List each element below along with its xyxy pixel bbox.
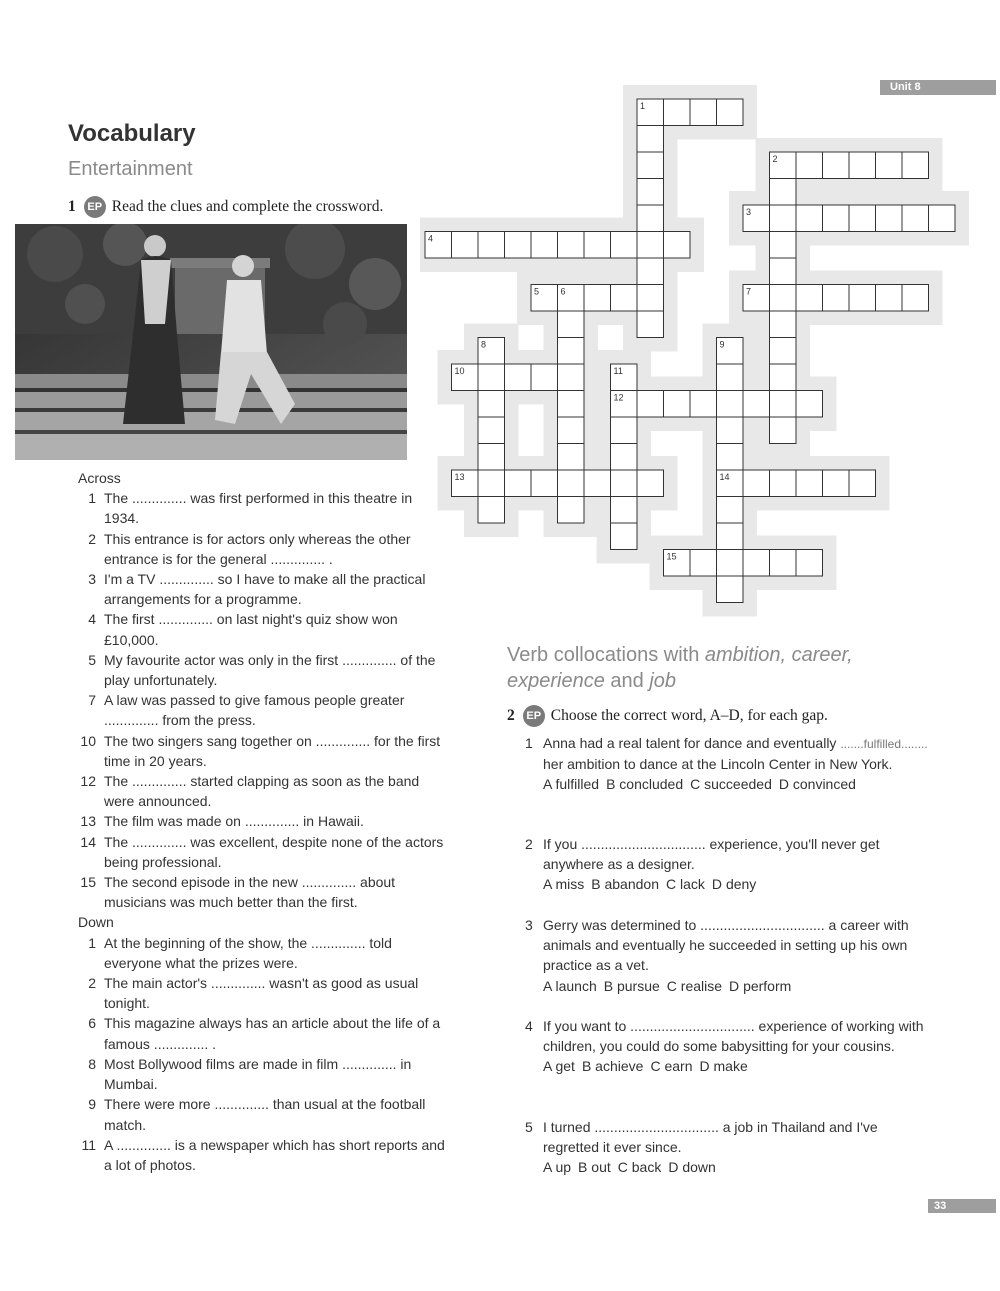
crossword-cell[interactable]	[902, 285, 929, 312]
crossword-cell[interactable]	[770, 417, 797, 444]
question-text: a career with animals and eventually he succeeded in setting up his own practice as a vet.	[543, 917, 909, 974]
clue-number: 9	[88, 1096, 96, 1113]
crossword-cell[interactable]	[611, 470, 638, 497]
option-letter: A	[543, 876, 552, 893]
crossword-cell[interactable]	[637, 205, 664, 232]
crossword-cell[interactable]	[743, 391, 770, 418]
option-word: deny	[725, 876, 757, 893]
crossword-cell[interactable]	[558, 497, 585, 524]
clue-text: My favourite actor was only in the first .............. of the play unfortunately.	[104, 651, 436, 689]
crossword-cell[interactable]	[558, 444, 585, 471]
clue-number: 13	[80, 813, 96, 830]
crossword-cell[interactable]	[902, 152, 929, 179]
crossword-cell[interactable]	[770, 338, 797, 365]
across-clue	[78, 569, 449, 609]
crossword-cell[interactable]	[770, 391, 797, 418]
crossword-cell-number: 15	[666, 551, 677, 562]
clue-text: There were more .............. than usual at the football match.	[104, 1096, 426, 1133]
crossword-cell[interactable]	[637, 126, 664, 153]
crossword-cell[interactable]	[478, 417, 505, 444]
clue-text: This magazine always has an article about the life of a famous .............. .	[104, 1015, 441, 1052]
crossword-cell[interactable]	[717, 497, 744, 524]
option[interactable]	[582, 1058, 644, 1074]
question-text: a job in Thailand and I've regretted it ever since.	[543, 1119, 878, 1156]
across-clue	[78, 529, 449, 569]
option-letter: B	[603, 977, 614, 994]
crossword-cell[interactable]	[929, 205, 956, 232]
option[interactable]	[578, 1159, 611, 1175]
exercise-2-instruction: Choose the correct word, A–D, for each gap.	[550, 707, 828, 724]
crossword-cell[interactable]	[876, 152, 903, 179]
crossword-cell-number: 9	[719, 339, 725, 350]
crossword-cell[interactable]	[849, 205, 876, 232]
option[interactable]	[606, 776, 683, 792]
option-word: back	[631, 1159, 662, 1176]
crossword-cell[interactable]	[584, 285, 611, 312]
option-letter: D	[699, 1058, 710, 1075]
across-clue	[78, 650, 449, 690]
crossword-cell[interactable]	[717, 99, 744, 126]
crossword-cell-number: 7	[746, 286, 752, 297]
crossword-cell-number: 4	[428, 233, 434, 244]
title-part: ambition, career,	[704, 644, 853, 666]
question-text: If you want to	[543, 1018, 631, 1034]
clue-number: 11	[81, 1136, 96, 1153]
option-word: launch	[555, 977, 597, 994]
crossword-cell[interactable]	[637, 179, 664, 206]
option-letter: A	[543, 776, 552, 793]
exercise-2-number: 2	[507, 707, 515, 724]
crossword-cell[interactable]	[664, 391, 691, 418]
crossword-cell-number: 10	[454, 366, 465, 376]
option-word: realise	[680, 977, 723, 994]
crossword-cell[interactable]	[531, 470, 558, 497]
clue-number: 8	[88, 1055, 96, 1072]
crossword-cell[interactable]	[717, 550, 744, 577]
clue-text: The .............. was excellent, despite none of the actors being professional.	[104, 833, 444, 870]
section-title: Vocabulary	[68, 120, 196, 147]
crossword-cell[interactable]	[637, 152, 664, 179]
question	[507, 834, 933, 895]
question-text: Anna had a real talent for dance and eventually	[543, 735, 841, 751]
crossword-cell[interactable]	[796, 285, 823, 312]
option[interactable]	[604, 978, 660, 994]
clue-number: 2	[88, 530, 96, 547]
crossword-cell[interactable]	[637, 285, 664, 312]
crossword-cell[interactable]	[770, 550, 797, 577]
crossword-cell[interactable]	[558, 232, 585, 259]
title-part: and	[604, 670, 650, 692]
option-letter: C	[617, 1159, 628, 1176]
option-word: miss	[555, 876, 585, 893]
option-letter: D	[729, 977, 740, 994]
crossword-cell[interactable]	[770, 179, 797, 206]
crossword-cell[interactable]	[770, 364, 797, 391]
crossword-cell[interactable]	[823, 470, 850, 497]
option-word: get	[555, 1058, 575, 1075]
crossword-cell[interactable]	[902, 205, 929, 232]
option-word: make	[713, 1058, 748, 1075]
clue-text: A .............. is a newspaper which has short reports and a lot of photos.	[104, 1136, 445, 1173]
option[interactable]	[618, 1159, 662, 1175]
crossword-cell[interactable]	[531, 364, 558, 391]
answer-gap[interactable]: ................................	[594, 1119, 719, 1135]
crossword-cell-number: 13	[454, 472, 465, 482]
option-word: up	[555, 1159, 572, 1176]
option[interactable]	[543, 1058, 575, 1074]
crossword-cell-number: 2	[772, 154, 778, 164]
clue-text: The film was made on .............. in Hawaii.	[104, 813, 364, 830]
crossword-cell[interactable]	[637, 391, 664, 418]
across-clue	[78, 832, 449, 872]
crossword-cell[interactable]	[849, 152, 876, 179]
option-letter: A	[543, 1159, 552, 1176]
answer-options	[543, 874, 933, 894]
crossword-cell[interactable]	[717, 417, 744, 444]
option-word: lack	[680, 876, 705, 893]
clues-across	[78, 468, 449, 1175]
crossword-cell[interactable]	[611, 444, 638, 471]
crossword-cell[interactable]	[823, 205, 850, 232]
across-clue	[78, 811, 449, 831]
option[interactable]	[650, 1058, 692, 1074]
down-heading: Down	[78, 914, 114, 931]
clue-text: Most Bollywood films are made in film .............. in Mumbai.	[104, 1055, 412, 1093]
crossword-cell[interactable]	[584, 232, 611, 259]
option[interactable]	[543, 1159, 571, 1175]
option[interactable]	[699, 1058, 747, 1074]
collocations-title	[507, 642, 927, 694]
crossword-cell[interactable]	[452, 232, 479, 259]
answer-gap[interactable]: ................................	[581, 836, 706, 852]
question	[507, 1016, 933, 1077]
crossword-cell[interactable]	[637, 311, 664, 338]
clue-number: 1	[88, 934, 96, 951]
clue-text: The .............. was first performed in this theatre in 1934.	[104, 490, 413, 527]
question-text: Gerry was determined to	[543, 917, 701, 933]
answer-gap[interactable]: .......fulfilled........	[840, 737, 928, 751]
crossword-cell[interactable]	[770, 311, 797, 338]
crossword-cell[interactable]	[558, 417, 585, 444]
crossword-cell[interactable]	[849, 285, 876, 312]
clue-number: 3	[88, 571, 96, 588]
crossword-svg	[420, 80, 980, 620]
crossword-cell-number: 14	[719, 472, 730, 482]
theatre-photo-illustration	[15, 224, 407, 460]
crossword-cell[interactable]	[690, 391, 717, 418]
clue-text: A law was passed to give famous people greater .............. from the press.	[104, 692, 405, 729]
crossword-cell[interactable]	[717, 364, 744, 391]
option-word: succeeded	[704, 776, 772, 793]
crossword-cell[interactable]	[531, 232, 558, 259]
answer-gap[interactable]: ................................	[630, 1018, 755, 1034]
option-word: fulfilled	[555, 776, 600, 793]
option-letter: B	[591, 876, 601, 893]
crossword-cell[interactable]	[717, 523, 744, 550]
clue-text: I'm a TV .............. so I have to make all the practical arrangements for a programme.	[104, 571, 426, 608]
crossword-cell[interactable]	[876, 285, 903, 312]
across-clue	[78, 690, 449, 730]
crossword-cell[interactable]	[558, 311, 585, 338]
across-clue	[78, 731, 449, 771]
question-text: experience, you'll never get anywhere as a designer.	[543, 836, 880, 873]
crossword-cell[interactable]	[717, 391, 744, 418]
clue-number: 2	[88, 975, 96, 992]
across-clue	[78, 872, 449, 912]
crossword-cell[interactable]	[611, 523, 638, 550]
crossword-cell-number: 6	[560, 286, 566, 297]
crossword-cell[interactable]	[558, 470, 585, 497]
option-word: out	[591, 1159, 611, 1176]
crossword-cell[interactable]	[770, 232, 797, 259]
clue-number: 14	[80, 833, 96, 850]
answer-options	[543, 1157, 933, 1177]
crossword-cell[interactable]	[796, 205, 823, 232]
answer-gap[interactable]: ................................	[700, 917, 825, 933]
crossword-cell[interactable]	[558, 364, 585, 391]
option-word: abandon	[604, 876, 659, 893]
crossword-cell-number: 1	[640, 101, 646, 111]
crossword-cell[interactable]	[505, 232, 532, 259]
clue-number: 10	[80, 732, 96, 749]
exercise-1-number: 1	[68, 198, 76, 215]
clue-text: At the beginning of the show, the .............. told everyone what the prizes were.	[104, 934, 392, 971]
ep-badge: EP	[523, 705, 545, 727]
crossword-grid	[420, 80, 980, 620]
clue-number: 1	[88, 490, 96, 507]
option[interactable]	[543, 776, 599, 792]
exercise-1-heading	[68, 196, 383, 218]
crossword-cell[interactable]	[611, 417, 638, 444]
option[interactable]	[779, 776, 856, 792]
down-clue	[78, 973, 449, 1013]
crossword-cell[interactable]	[637, 232, 664, 259]
across-heading: Across	[78, 470, 121, 486]
crossword-cell[interactable]	[743, 470, 770, 497]
clue-text: The .............. started clapping as soon as the band were announced.	[104, 773, 420, 810]
option-word: earn	[664, 1058, 693, 1075]
crossword-cell[interactable]	[796, 152, 823, 179]
crossword-cell[interactable]	[611, 497, 638, 524]
crossword-cell[interactable]	[664, 99, 691, 126]
down-clue	[78, 1094, 449, 1134]
crossword-cell[interactable]	[796, 470, 823, 497]
section-subtitle: Entertainment	[68, 158, 193, 180]
option-word: achieve	[595, 1058, 644, 1075]
crossword-cell-number: 8	[481, 339, 487, 350]
option-letter: B	[578, 1159, 588, 1176]
crossword-cell[interactable]	[770, 258, 797, 285]
answer-options	[543, 976, 933, 996]
crossword-cell[interactable]	[690, 550, 717, 577]
crossword-cell[interactable]	[505, 470, 532, 497]
option-letter: D	[711, 876, 723, 893]
option-letter: B	[581, 1058, 592, 1075]
question-number: 4	[525, 1018, 533, 1034]
option-word: down	[682, 1159, 716, 1176]
clue-text: The first .............. on last night's quiz show won £10,000.	[104, 611, 398, 648]
option-letter: C	[666, 977, 677, 994]
theatre-photo	[15, 224, 407, 460]
across-clue	[78, 488, 449, 528]
across-clue	[78, 771, 449, 811]
crossword-cell[interactable]	[770, 470, 797, 497]
option-word: pursue	[616, 977, 660, 994]
option[interactable]	[667, 978, 722, 994]
crossword-cell[interactable]	[796, 550, 823, 577]
crossword-cell[interactable]	[717, 576, 744, 603]
question-number: 2	[525, 836, 533, 852]
crossword-cell[interactable]	[558, 391, 585, 418]
question-text: her ambition to dance at the Lincoln Center in New York.	[543, 756, 893, 773]
crossword-cell[interactable]	[637, 470, 664, 497]
option-letter: D	[778, 776, 789, 793]
crossword-cell[interactable]	[478, 497, 505, 524]
answer-options	[543, 1056, 933, 1076]
crossword-cell[interactable]	[505, 364, 532, 391]
crossword-cell[interactable]	[717, 444, 744, 471]
unit-tab: Unit 8	[880, 80, 996, 95]
clue-number: 4	[88, 611, 96, 628]
crossword-cell[interactable]	[796, 391, 823, 418]
question	[507, 915, 933, 996]
option-letter: C	[666, 876, 677, 893]
clue-number: 6	[88, 1015, 96, 1032]
exercise-1-instruction: Read the clues and complete the crossword.	[111, 198, 384, 215]
question-number: 3	[525, 917, 533, 933]
crossword-cell[interactable]	[611, 285, 638, 312]
crossword-cell[interactable]	[478, 391, 505, 418]
question-text: I turned	[543, 1119, 595, 1135]
option[interactable]	[666, 876, 705, 892]
down-clue	[78, 1013, 449, 1053]
option-word: perform	[743, 977, 792, 994]
clue-number: 15	[80, 874, 96, 891]
clue-text: The main actor's .............. wasn't as good as usual tonight.	[104, 975, 419, 1012]
option[interactable]	[690, 776, 772, 792]
option[interactable]	[543, 978, 597, 994]
title-part: Verb collocations with	[507, 644, 705, 666]
option-word: concluded	[619, 776, 684, 793]
question-text: If you	[543, 836, 582, 852]
crossword-cell[interactable]	[823, 285, 850, 312]
option-letter: A	[543, 1058, 552, 1075]
clue-number: 7	[88, 692, 96, 709]
crossword-cell-number: 3	[746, 207, 752, 217]
question	[507, 1117, 933, 1178]
crossword-cell-number: 5	[534, 286, 540, 297]
crossword-cell[interactable]	[690, 99, 717, 126]
down-clue	[78, 1054, 449, 1094]
crossword-cell[interactable]	[849, 470, 876, 497]
crossword-cell[interactable]	[478, 444, 505, 471]
option[interactable]	[668, 1159, 715, 1175]
crossword-cell[interactable]	[478, 364, 505, 391]
title-part: experience	[507, 670, 605, 692]
clue-number: 5	[88, 651, 96, 668]
page-number: 33	[928, 1199, 996, 1213]
exercise-2-heading	[507, 705, 828, 727]
clue-text: The second episode in the new .............. about musicians was much better than the first.	[104, 874, 396, 911]
question-number: 1	[525, 735, 533, 751]
question-text: experience of working with children, you could do some babysitting for your cousins.	[543, 1018, 924, 1055]
answer-options	[543, 774, 933, 794]
crossword-cell[interactable]	[478, 232, 505, 259]
option-letter: B	[606, 776, 616, 793]
option[interactable]	[543, 876, 584, 892]
crossword-cell-number: 12	[613, 392, 624, 403]
crossword-cell[interactable]	[664, 232, 691, 259]
crossword-cell[interactable]	[876, 205, 903, 232]
crossword-cell[interactable]	[558, 338, 585, 365]
question	[507, 733, 933, 795]
crossword-cell[interactable]	[584, 470, 611, 497]
option-word: convinced	[792, 776, 856, 793]
down-clue	[78, 1135, 449, 1175]
crossword-cell-number: 11	[613, 366, 623, 376]
ep-badge: EP	[84, 196, 106, 218]
option-letter: C	[650, 1058, 661, 1075]
option[interactable]	[591, 876, 659, 892]
crossword-cell[interactable]	[637, 258, 664, 285]
down-clue	[78, 933, 449, 973]
crossword-cell[interactable]	[770, 285, 797, 312]
title-part: job	[649, 670, 677, 692]
crossword-cell[interactable]	[770, 205, 797, 232]
crossword-cell[interactable]	[611, 232, 638, 259]
option-letter: A	[543, 977, 552, 994]
option-letter: C	[690, 776, 701, 793]
option[interactable]	[729, 978, 791, 994]
option-letter: D	[668, 1159, 679, 1176]
clue-number: 12	[80, 773, 96, 790]
across-clue	[78, 609, 449, 649]
clue-text: This entrance is for actors only whereas the other entrance is for the general .............. .	[104, 530, 411, 567]
crossword-cell[interactable]	[743, 550, 770, 577]
question-number: 5	[525, 1119, 533, 1135]
crossword-cell[interactable]	[823, 152, 850, 179]
clue-text: The two singers sang together on .............. for the first time in 20 years.	[104, 732, 441, 769]
option[interactable]	[712, 876, 756, 892]
crossword-cell[interactable]	[478, 470, 505, 497]
